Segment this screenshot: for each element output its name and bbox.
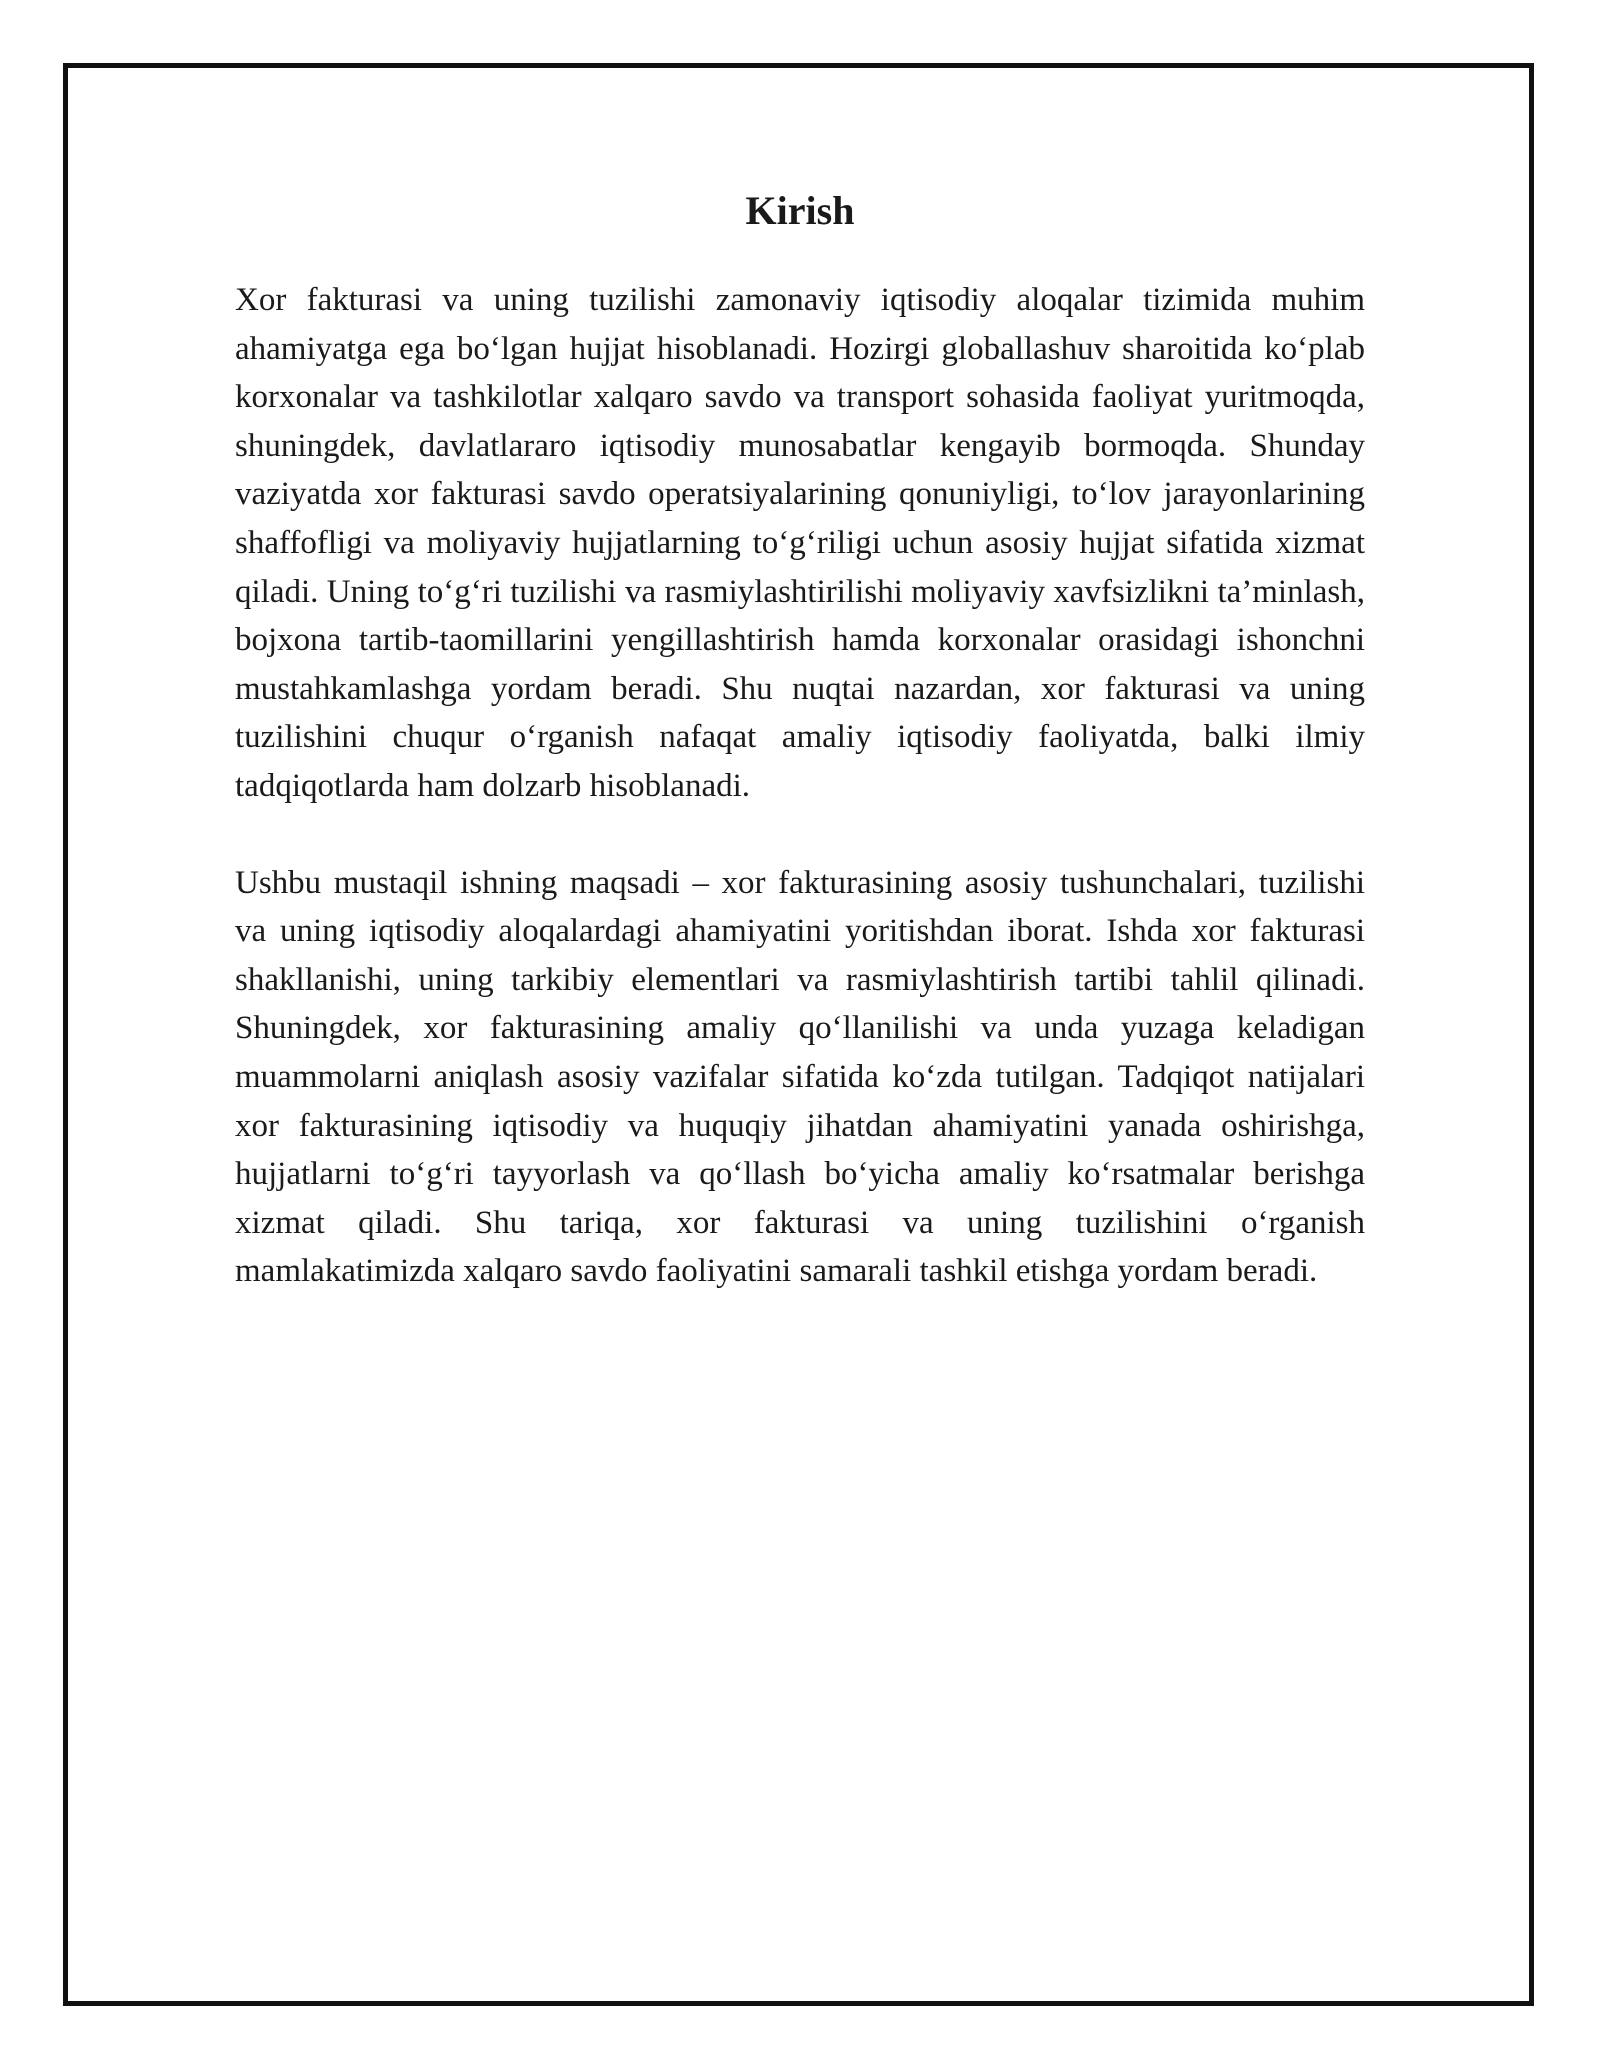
document-title: Kirish [745, 188, 855, 233]
paragraph-introduction: Xor fakturasi va uning tuzilishi zamonaviy iqtisodiy aloqalar tizimida muhim ahamiyatga ega bo‘lgan hujjat hisoblanadi. Hozirgi globallashuv sharoitida ko‘plab korxonalar va tashkilotlar xalqaro savdo va transport sohasida faoliyat yuritmoqda, shuningdek, davlatlararo iqtisodiy munosabatlar kengayib bormoqda. Shunday vaziyatda xor fakturasi savdo operatsiyalarining qonuniyligi, to‘lov jarayonlarining shaffofligi va moliyaviy hujjatlarning to‘g‘riligi uchun asosiy hujjat sifatida xizmat qiladi. Uning to‘g‘ri tuzilishi va rasmiylashtirilishi moliyaviy xavfsizlikni ta’minlash, bojxona tartib-taomillarini yengillashtirish hamda korxonalar orasidagi ishonchni mustahkamlashga yordam beradi. Shu nuqtai nazardan, xor fakturasi va uning tuzilishini chuqur o‘rganish nafaqat amaliy iqtisodiy faoliyatda, balki ilmiy tadqiqotlarda ham dolzarb hisoblanadi. [235, 282, 1365, 804]
paragraph-objective: Ushbu mustaqil ishning maqsadi – xor fakturasining asosiy tushunchalari, tuzilishi va uning iqtisodiy aloqalardagi ahamiyatini yoritishdan iborat. Ishda xor fakturasi shakllanishi, uning tarkibiy elementlari va rasmiylashtirish tartibi tahlil qilinadi. Shuningdek, xor fakturasining amaliy qo‘llanilishi va unda yuzaga keladigan muammolarni aniqlash asosiy vazifalar sifatida ko‘zda tutilgan. Tadqiqot natijalari xor fakturasining iqtisodiy va huquqiy jihatdan ahamiyatini yanada oshirishga, hujjatlarni to‘g‘ri tayyorlash va qo‘llash bo‘yicha amaliy ko‘rsatmalar berishga xizmat qiladi. Shu tariqa, xor fakturasi va uning tuzilishini o‘rganish mamlakatimizda xalqaro savdo faoliyatini samarali tashkil etishga yordam beradi. [235, 864, 1365, 1290]
document-body [235, 186, 1365, 1296]
